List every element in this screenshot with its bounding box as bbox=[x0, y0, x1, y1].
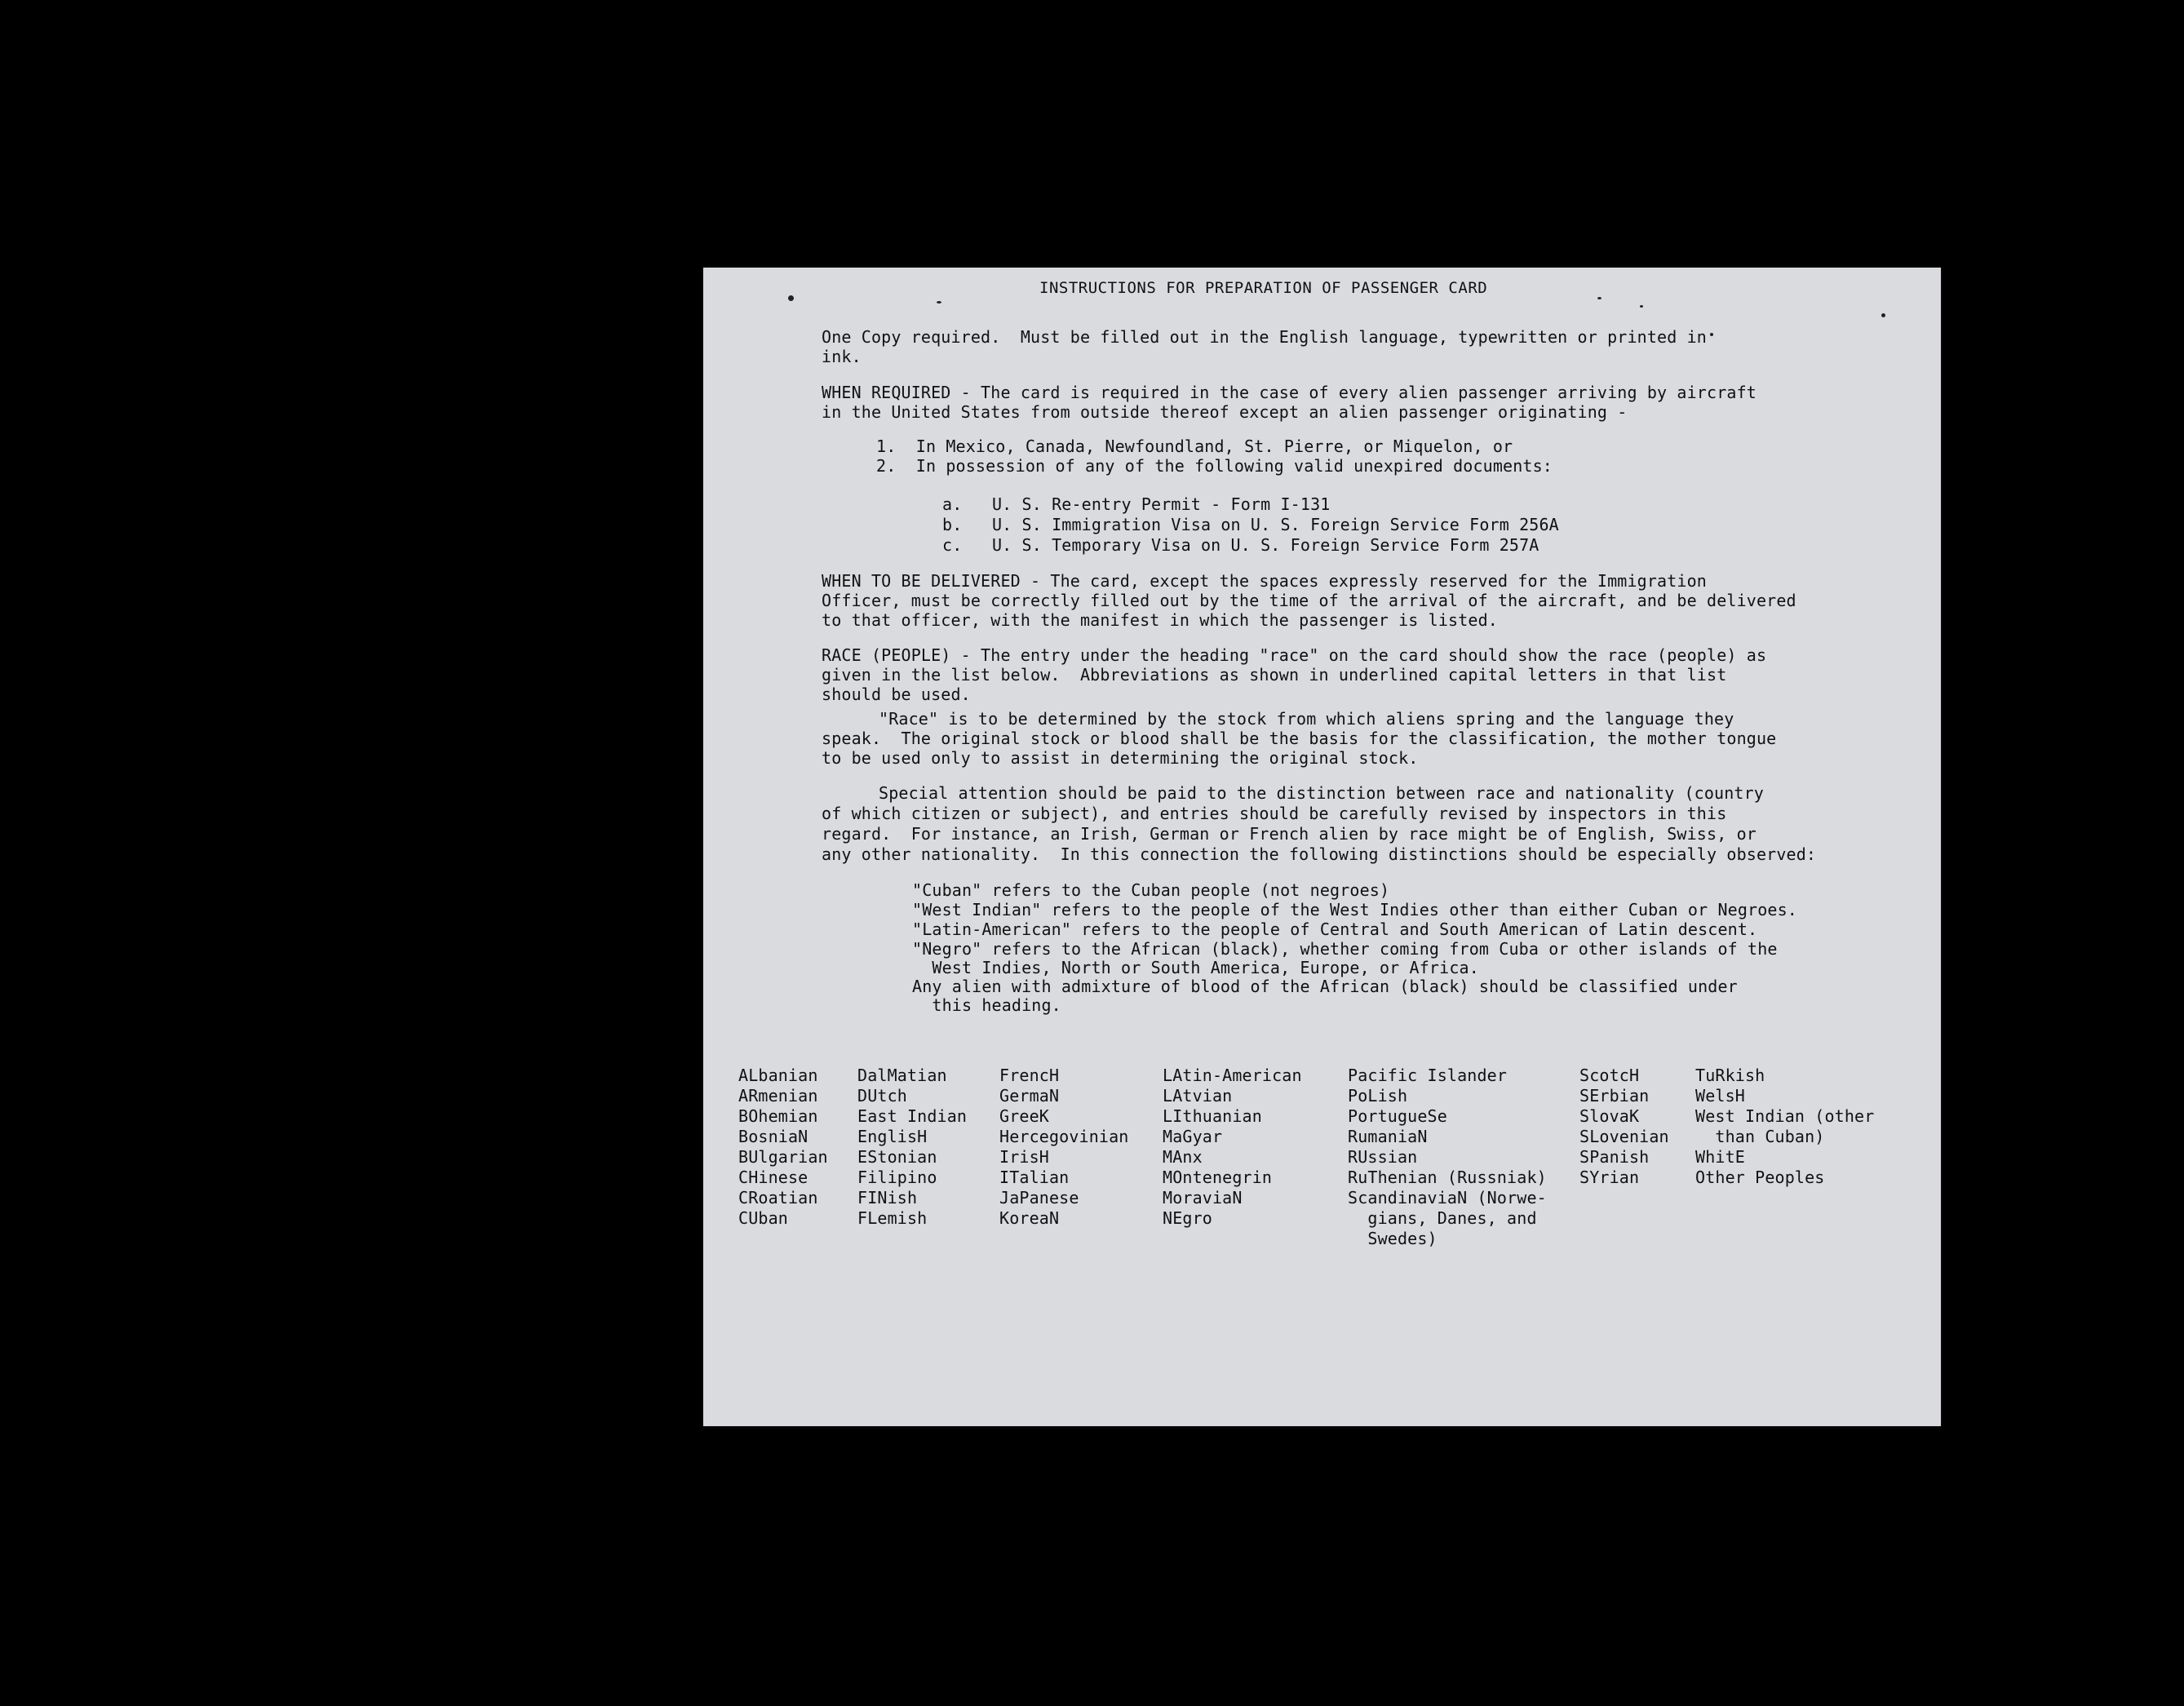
race-entry: NEgro bbox=[1163, 1208, 1212, 1228]
passenger-card-instructions bbox=[703, 268, 1941, 1426]
race-entry: PortugueSe bbox=[1348, 1106, 1447, 1126]
race-entry: GermaN bbox=[999, 1086, 1060, 1106]
intro-line-1: One Copy required. Must be filled out in the English language, typewritten or printed in bbox=[822, 327, 1707, 347]
nationality-line-3: regard. For instance, an Irish, German or French alien by race might be of English, Swiss, or bbox=[822, 824, 1757, 844]
race-list-column-6 bbox=[1579, 1066, 1669, 1188]
when-required-item-1: 1. In Mexico, Canada, Newfoundland, St. Pierre, or Miquelon, or bbox=[876, 436, 1513, 456]
race-entry: GreeK bbox=[999, 1106, 1049, 1126]
race-entry: ARmenian bbox=[738, 1086, 818, 1106]
race-entry: DalMatian bbox=[857, 1066, 947, 1085]
race-list-column-4 bbox=[1163, 1066, 1302, 1229]
race-line-2: given in the list below. Abbreviations as shown in underlined capital letters in that list bbox=[822, 665, 1727, 685]
race-entry: JaPanese bbox=[999, 1188, 1079, 1207]
race-entry: LIthuanian bbox=[1163, 1106, 1262, 1126]
distinction-line-5: West Indies, North or South America, Europe, or Africa. bbox=[912, 958, 1479, 977]
race-entry: CUban bbox=[738, 1208, 788, 1228]
when-required-line-2: in the United States from outside thereof except an alien passenger originating - bbox=[822, 402, 1628, 422]
race-entry: MaGyar bbox=[1163, 1127, 1223, 1146]
when-delivered-line-2: Officer, must be correctly filled out by the time of the arrival of the aircraft, and be delivered bbox=[822, 591, 1796, 610]
document-subitem-a: a. U. S. Re-entry Permit - Form I-131 bbox=[942, 494, 1331, 514]
race-entry: Other Peoples bbox=[1695, 1168, 1825, 1187]
distinction-line-4: "Negro" refers to the African (black), whether coming from Cuba or other islands of the bbox=[912, 939, 1778, 959]
race-entry: SLovenian bbox=[1579, 1127, 1669, 1146]
race-list-column-3 bbox=[999, 1066, 1128, 1229]
race-entry: ScotcH bbox=[1579, 1066, 1640, 1085]
race-entry: FrencH bbox=[999, 1066, 1060, 1085]
race-entry: FINish bbox=[857, 1188, 918, 1207]
race-entry: RuThenian (Russniak) bbox=[1348, 1168, 1547, 1187]
race-entry: LAtvian bbox=[1163, 1086, 1233, 1106]
scan-speck bbox=[1710, 333, 1713, 336]
race-entry: SlovaK bbox=[1579, 1106, 1640, 1126]
race-definition-line-1: "Race" is to be determined by the stock from which aliens spring and the language they bbox=[879, 709, 1734, 729]
race-entry: EStonian bbox=[857, 1147, 937, 1167]
race-entry: West Indian (other bbox=[1695, 1106, 1875, 1126]
race-entry: SYrian bbox=[1579, 1168, 1640, 1187]
race-entry: Filipino bbox=[857, 1168, 937, 1187]
race-entry: MOntenegrin bbox=[1163, 1168, 1273, 1187]
race-entry: East Indian bbox=[857, 1106, 968, 1126]
race-list-column-2 bbox=[857, 1066, 967, 1229]
race-entry: than Cuban) bbox=[1695, 1127, 1825, 1146]
scan-speck bbox=[788, 295, 794, 301]
race-entry: IrisH bbox=[999, 1147, 1049, 1167]
distinction-line-3: "Latin-American" refers to the people of Central and South American of Latin descent. bbox=[912, 919, 1758, 939]
race-list-column-7 bbox=[1695, 1066, 1874, 1188]
race-line-3: should be used. bbox=[822, 685, 971, 704]
race-entry: ITalian bbox=[999, 1168, 1070, 1187]
race-entry: Hercegovinian bbox=[999, 1127, 1129, 1146]
race-entry: KoreaN bbox=[999, 1208, 1060, 1228]
race-entry: DUtch bbox=[857, 1086, 907, 1106]
race-entry: WhitE bbox=[1695, 1147, 1745, 1167]
document-subitem-c: c. U. S. Temporary Visa on U. S. Foreign Service Form 257A bbox=[942, 535, 1539, 555]
race-entry: gians, Danes, and bbox=[1348, 1208, 1537, 1228]
race-entry: WelsH bbox=[1695, 1086, 1745, 1106]
scan-speck bbox=[1640, 305, 1643, 308]
when-delivered-line-1: WHEN TO BE DELIVERED - The card, except the spaces expressly reserved for the Immigration bbox=[822, 571, 1707, 591]
race-entry: BUlgarian bbox=[738, 1147, 828, 1167]
race-definition-line-2: speak. The original stock or blood shall be the basis for the classification, the mother tongue bbox=[822, 729, 1777, 748]
distinction-line-1: "Cuban" refers to the Cuban people (not negroes) bbox=[912, 880, 1390, 900]
race-entry: BosniaN bbox=[738, 1127, 808, 1146]
race-entry: ScandinaviaN (Norwe- bbox=[1348, 1188, 1547, 1207]
race-line-1: RACE (PEOPLE) - The entry under the heading "race" on the card should show the race (people) as bbox=[822, 645, 1767, 665]
intro-line-2: ink. bbox=[822, 347, 862, 366]
race-entry: Pacific Islander bbox=[1348, 1066, 1508, 1085]
race-definition-line-3: to be used only to assist in determining the original stock. bbox=[822, 748, 1419, 768]
race-list-column-1 bbox=[738, 1066, 828, 1229]
distinction-line-6: Any alien with admixture of blood of the African (black) should be classified under bbox=[912, 977, 1738, 996]
when-required-item-2: 2. In possession of any of the following valid unexpired documents: bbox=[876, 456, 1553, 476]
race-entry: RUssian bbox=[1348, 1147, 1418, 1167]
race-entry: PoLish bbox=[1348, 1086, 1408, 1106]
nationality-line-2: of which citizen or subject), and entries should be carefully revised by inspectors in this bbox=[822, 804, 1727, 823]
race-entry: SErbian bbox=[1579, 1086, 1650, 1106]
nationality-line-4: any other nationality. In this connection the following distinctions should be especially observed: bbox=[822, 844, 1817, 864]
nationality-line-1: Special attention should be paid to the distinction between race and nationality (country bbox=[879, 783, 1764, 803]
distinction-line-2: "West Indian" refers to the people of the West Indies other than either Cuban or Negroes. bbox=[912, 900, 1797, 919]
document-title: INSTRUCTIONS FOR PREPARATION OF PASSENGER CARD bbox=[1039, 279, 1488, 297]
race-entry: ALbanian bbox=[738, 1066, 818, 1085]
race-entry: BOhemian bbox=[738, 1106, 818, 1126]
race-list-column-5 bbox=[1348, 1066, 1547, 1249]
distinction-line-7: this heading. bbox=[912, 995, 1061, 1015]
document-subitem-b: b. U. S. Immigration Visa on U. S. Foreign Service Form 256A bbox=[942, 515, 1559, 534]
race-entry: TuRkish bbox=[1695, 1066, 1765, 1085]
when-required-line-1: WHEN REQUIRED - The card is required in the case of every alien passenger arriving by aircraft bbox=[822, 383, 1757, 402]
race-entry: RumaniaN bbox=[1348, 1127, 1428, 1146]
race-entry: SPanish bbox=[1579, 1147, 1650, 1167]
race-entry: Swedes) bbox=[1348, 1229, 1438, 1248]
race-entry: EnglisH bbox=[857, 1127, 928, 1146]
race-entry: CHinese bbox=[738, 1168, 808, 1187]
when-delivered-line-3: to that officer, with the manifest in which the passenger is listed. bbox=[822, 610, 1498, 630]
race-entry: CRoatian bbox=[738, 1188, 818, 1207]
race-entry: LAtin-American bbox=[1163, 1066, 1302, 1085]
scan-speck bbox=[1881, 313, 1885, 317]
race-entry: MAnx bbox=[1163, 1147, 1203, 1167]
race-entry: MoraviaN bbox=[1163, 1188, 1243, 1207]
scan-speck bbox=[1597, 297, 1601, 299]
race-entry: FLemish bbox=[857, 1208, 928, 1228]
scan-speck bbox=[937, 301, 941, 304]
